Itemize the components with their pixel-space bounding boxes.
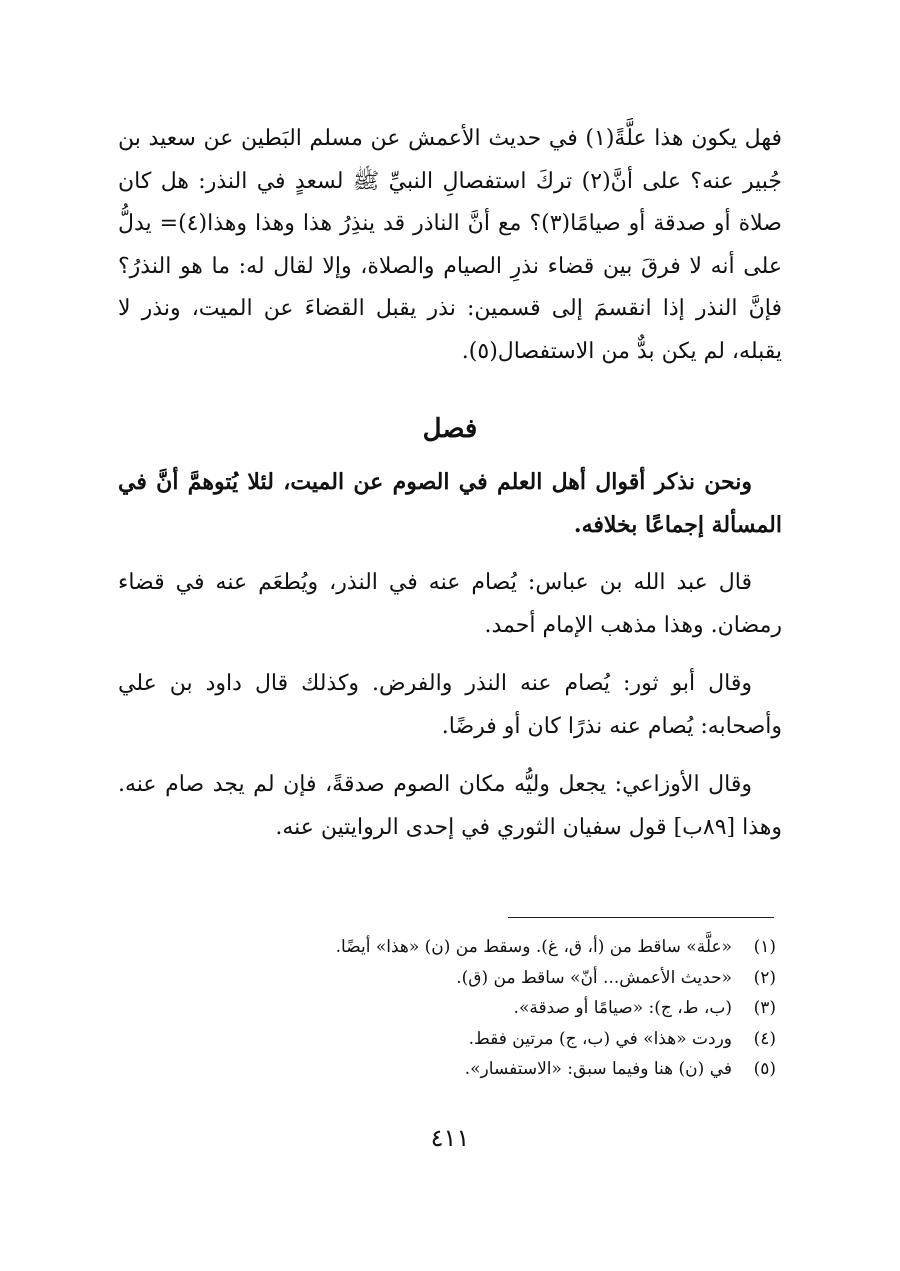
section-heading: فصل [422, 414, 478, 444]
paragraph-5 [118, 764, 782, 849]
footnote-item [300, 932, 776, 963]
footnote-number: (٥) [753, 1059, 776, 1079]
footnote-number: (٤) [753, 1028, 776, 1049]
footnote-number: (١) [753, 937, 776, 957]
footnote-divider [508, 917, 774, 918]
footnote-item [300, 1054, 776, 1085]
page-body [118, 118, 782, 849]
paragraph-3-text: قال عبد الله بن عباس: يُصام عنه في النذر، ويُطعَم عنه في قضاء رمضان. وهذا مذهب الإمام أحمد. [118, 570, 782, 638]
paragraph-4 [118, 663, 782, 748]
paragraph-5-text: وقال الأوزاعي: يجعل وليُّه مكان الصوم صدقةً، فإن لم يجد صام عنه. وهذا [٨٩ب] قول سفيان الثوري في إحدى الروايتين عنه. [118, 772, 782, 840]
paragraph-3 [118, 562, 782, 647]
paragraph-2-text: ونحن نذكر أقوال أهل العلم في الصوم عن الميت، لئلا يُتوهمَّ أنَّ في المسألة إجماعًا بخلافه. [118, 469, 782, 538]
footnote-text: وردت «هذا» في (ب، ج) مرتين فقط. [468, 1028, 732, 1049]
paragraph-2 [118, 461, 782, 546]
page-number: ٤١١ [430, 1124, 470, 1152]
footnote-item [300, 963, 776, 994]
footnote-number: (٢) [753, 967, 776, 988]
footnote-text: «حديث الأعمش... أنّ» ساقط من (ق). [456, 967, 732, 988]
footnote-text: في (ن) هنا وفيما سبق: «الاستفسار». [464, 1059, 732, 1079]
footnote-number: (٣) [753, 998, 776, 1018]
footnote-item [300, 1024, 776, 1055]
footnote-text: (ب، ط، ج): «صيامًا أو صدقة». [513, 998, 732, 1018]
footnotes [300, 932, 776, 1085]
paragraph-4-text: وقال أبو ثور: يُصام عنه النذر والفرض. وكذلك قال داود بن علي وأصحابه: يُصام عنه نذرًا كان أو فرضًا. [118, 671, 782, 739]
paragraph-1: فهل يكون هذا علَّةً(١) في حديث الأعمش عن مسلم البَطين عن سعيد بن جُبير عنه؟ على أنَّ(٢) تركَ استفصالِ النبيِّ ﷺ لسعدٍ في النذر: هل كان صلاة أو صدقة أو صيامًا(٣)؟ مع أنَّ الناذر قد ينذِرُ هذا وهذا وهذا(٤)= يدلُّ على أنه لا فرقَ بين قضاء نذرِ الصيام والصلاة، وإلا لقال له: ما هو النذرُ؟ فإنَّ النذر إذا انقسمَ إلى قسمين: نذر يقبل القضاءَ عن الميت، ونذر لا يقبله، لم يكن بدٌّ من الاستفصال(٥). [118, 126, 782, 364]
footnote-item [300, 993, 776, 1024]
footnote-text: «علَّة» ساقط من (أ، ق، غ). وسقط من (ن) «هذا» أيضًا. [335, 937, 732, 957]
